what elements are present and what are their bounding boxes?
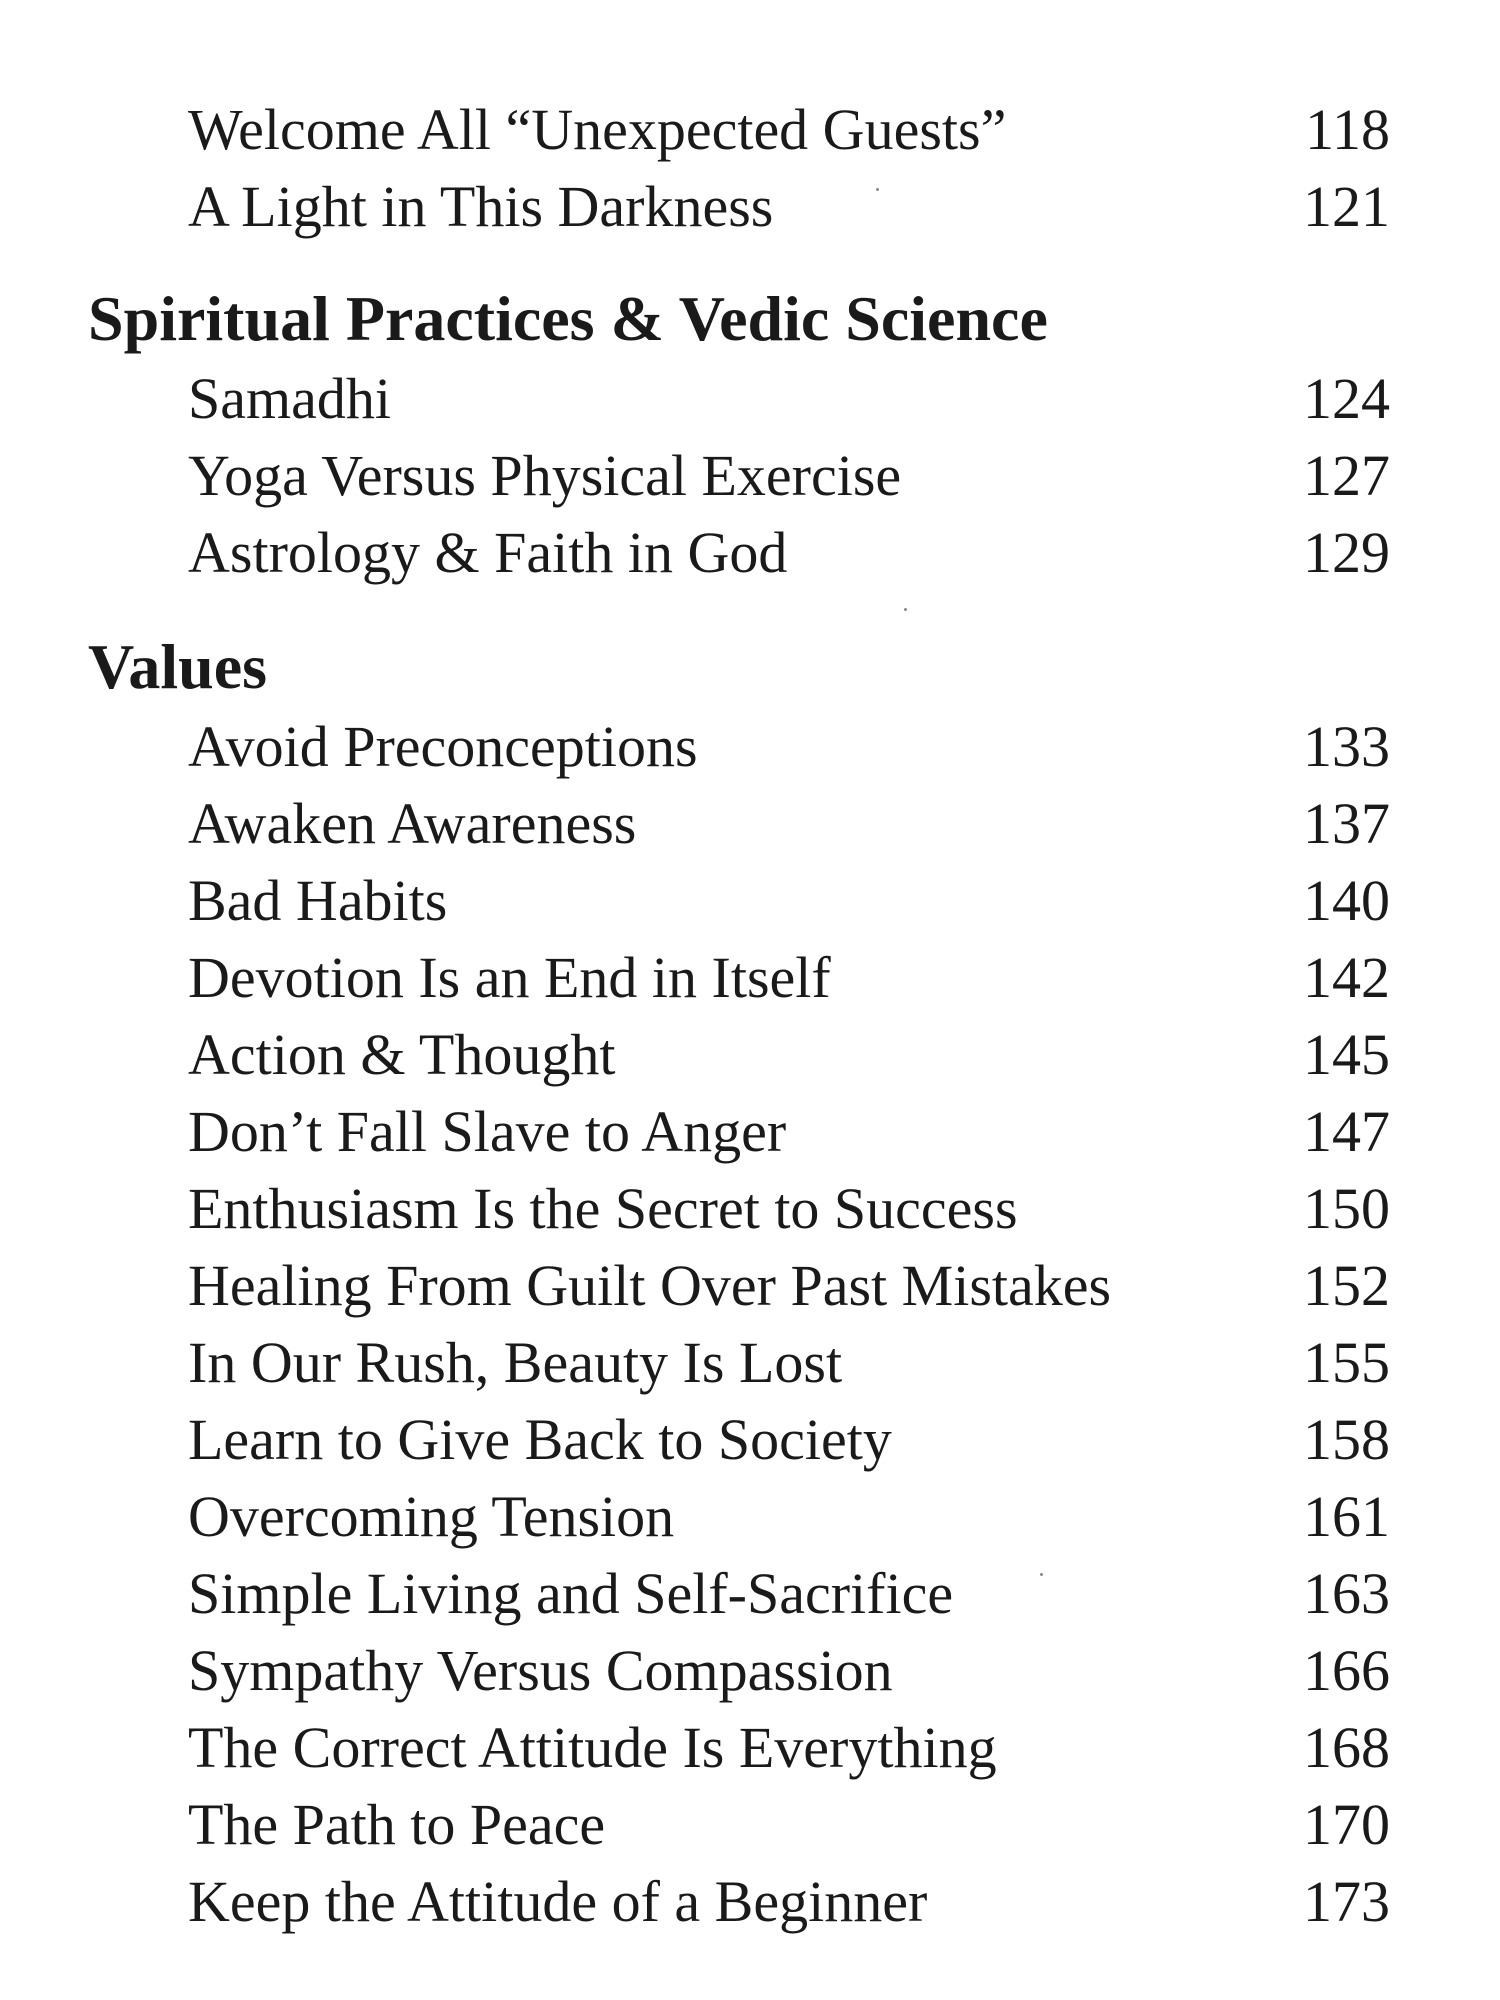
toc-entry-page-number: 152 bbox=[1303, 1253, 1390, 1318]
toc-entry-title: Enthusiasm Is the Secret to Success bbox=[188, 1176, 1018, 1241]
toc-entry-title: Overcoming Tension bbox=[188, 1484, 675, 1549]
toc-entry-title: Keep the Attitude of a Beginner bbox=[188, 1869, 928, 1934]
toc-entry-page-number: 127 bbox=[1303, 443, 1390, 508]
toc-entry-title: Devotion Is an End in Itself bbox=[188, 945, 831, 1010]
toc-entry-title: Sympathy Versus Compassion bbox=[188, 1638, 893, 1703]
toc-entry[interactable] bbox=[188, 1094, 1390, 1170]
toc-entry-page-number: 147 bbox=[1303, 1099, 1390, 1164]
toc-entry[interactable] bbox=[188, 438, 1390, 514]
toc-entry-page-number: 166 bbox=[1303, 1638, 1390, 1703]
toc-entry-title: In Our Rush, Beauty Is Lost bbox=[188, 1330, 843, 1395]
section-heading: Spiritual Practices & Vedic Science bbox=[88, 283, 1048, 354]
toc-entry[interactable] bbox=[188, 1171, 1390, 1247]
toc-entry-page-number: 170 bbox=[1303, 1792, 1390, 1857]
toc-entry-title: Bad Habits bbox=[188, 868, 448, 933]
scan-speck bbox=[876, 188, 879, 191]
toc-entry-title: Simple Living and Self-Sacrifice bbox=[188, 1561, 954, 1626]
toc-entry-title: Action & Thought bbox=[188, 1022, 616, 1087]
scan-speck bbox=[904, 608, 907, 611]
section-heading: Values bbox=[88, 631, 268, 702]
toc-entry[interactable] bbox=[188, 1787, 1390, 1863]
toc-entry-title: Astrology & Faith in God bbox=[188, 520, 788, 585]
toc-entry[interactable] bbox=[188, 1556, 1390, 1632]
toc-entry-title: Avoid Preconceptions bbox=[188, 714, 698, 779]
toc-entry[interactable] bbox=[188, 1325, 1390, 1401]
toc-entry-page-number: 161 bbox=[1303, 1484, 1390, 1549]
toc-entry[interactable] bbox=[188, 1017, 1390, 1093]
toc-entry[interactable] bbox=[188, 1402, 1390, 1478]
toc-entry-title: Don’t Fall Slave to Anger bbox=[188, 1099, 787, 1164]
toc-entry-page-number: 124 bbox=[1303, 366, 1390, 431]
toc-entry[interactable] bbox=[188, 1710, 1390, 1786]
toc-entry-page-number: 137 bbox=[1303, 791, 1390, 856]
toc-entry[interactable] bbox=[188, 361, 1390, 437]
toc-entry[interactable] bbox=[188, 863, 1390, 939]
toc-entry[interactable] bbox=[188, 515, 1390, 591]
toc-entry-title: Yoga Versus Physical Exercise bbox=[188, 443, 902, 508]
toc-entry-title: Samadhi bbox=[188, 366, 391, 431]
toc-entry-page-number: 121 bbox=[1303, 174, 1390, 239]
toc-entry-page-number: 140 bbox=[1303, 868, 1390, 933]
toc-entry-title: The Path to Peace bbox=[188, 1792, 606, 1857]
toc-entry-page-number: 163 bbox=[1303, 1561, 1390, 1626]
toc-entry-title: Healing From Guilt Over Past Mistakes bbox=[188, 1253, 1112, 1318]
toc-entry-page-number: 155 bbox=[1303, 1330, 1390, 1395]
toc-entry-title: Welcome All “Unexpected Guests” bbox=[188, 97, 1007, 162]
toc-entry-title: Learn to Give Back to Society bbox=[188, 1407, 892, 1472]
toc-entry-title: Awaken Awareness bbox=[188, 791, 637, 856]
toc-entry[interactable] bbox=[188, 1248, 1390, 1324]
toc-entry-page-number: 145 bbox=[1303, 1022, 1390, 1087]
toc-entry-title: The Correct Attitude Is Everything bbox=[188, 1715, 997, 1780]
toc-entry-page-number: 150 bbox=[1303, 1176, 1390, 1241]
toc-entry[interactable] bbox=[188, 1479, 1390, 1555]
toc-entry[interactable] bbox=[188, 1864, 1390, 1940]
toc-entry-page-number: 142 bbox=[1303, 945, 1390, 1010]
toc-entry-page-number: 173 bbox=[1303, 1869, 1390, 1934]
toc-entry[interactable] bbox=[188, 709, 1390, 785]
toc-entry[interactable] bbox=[188, 940, 1390, 1016]
toc-entry-page-number: 158 bbox=[1303, 1407, 1390, 1472]
scan-speck bbox=[1040, 1573, 1043, 1576]
toc-entry[interactable] bbox=[188, 169, 1390, 245]
toc-entry-page-number: 129 bbox=[1303, 520, 1390, 585]
toc-entry[interactable] bbox=[188, 1633, 1390, 1709]
toc-entry-page-number: 168 bbox=[1303, 1715, 1390, 1780]
toc-entry[interactable] bbox=[188, 786, 1390, 862]
toc-entry[interactable] bbox=[188, 92, 1390, 168]
toc-entry-page-number: 118 bbox=[1305, 97, 1390, 162]
toc-entry-page-number: 133 bbox=[1303, 714, 1390, 779]
toc-entry-title: A Light in This Darkness bbox=[188, 174, 774, 239]
